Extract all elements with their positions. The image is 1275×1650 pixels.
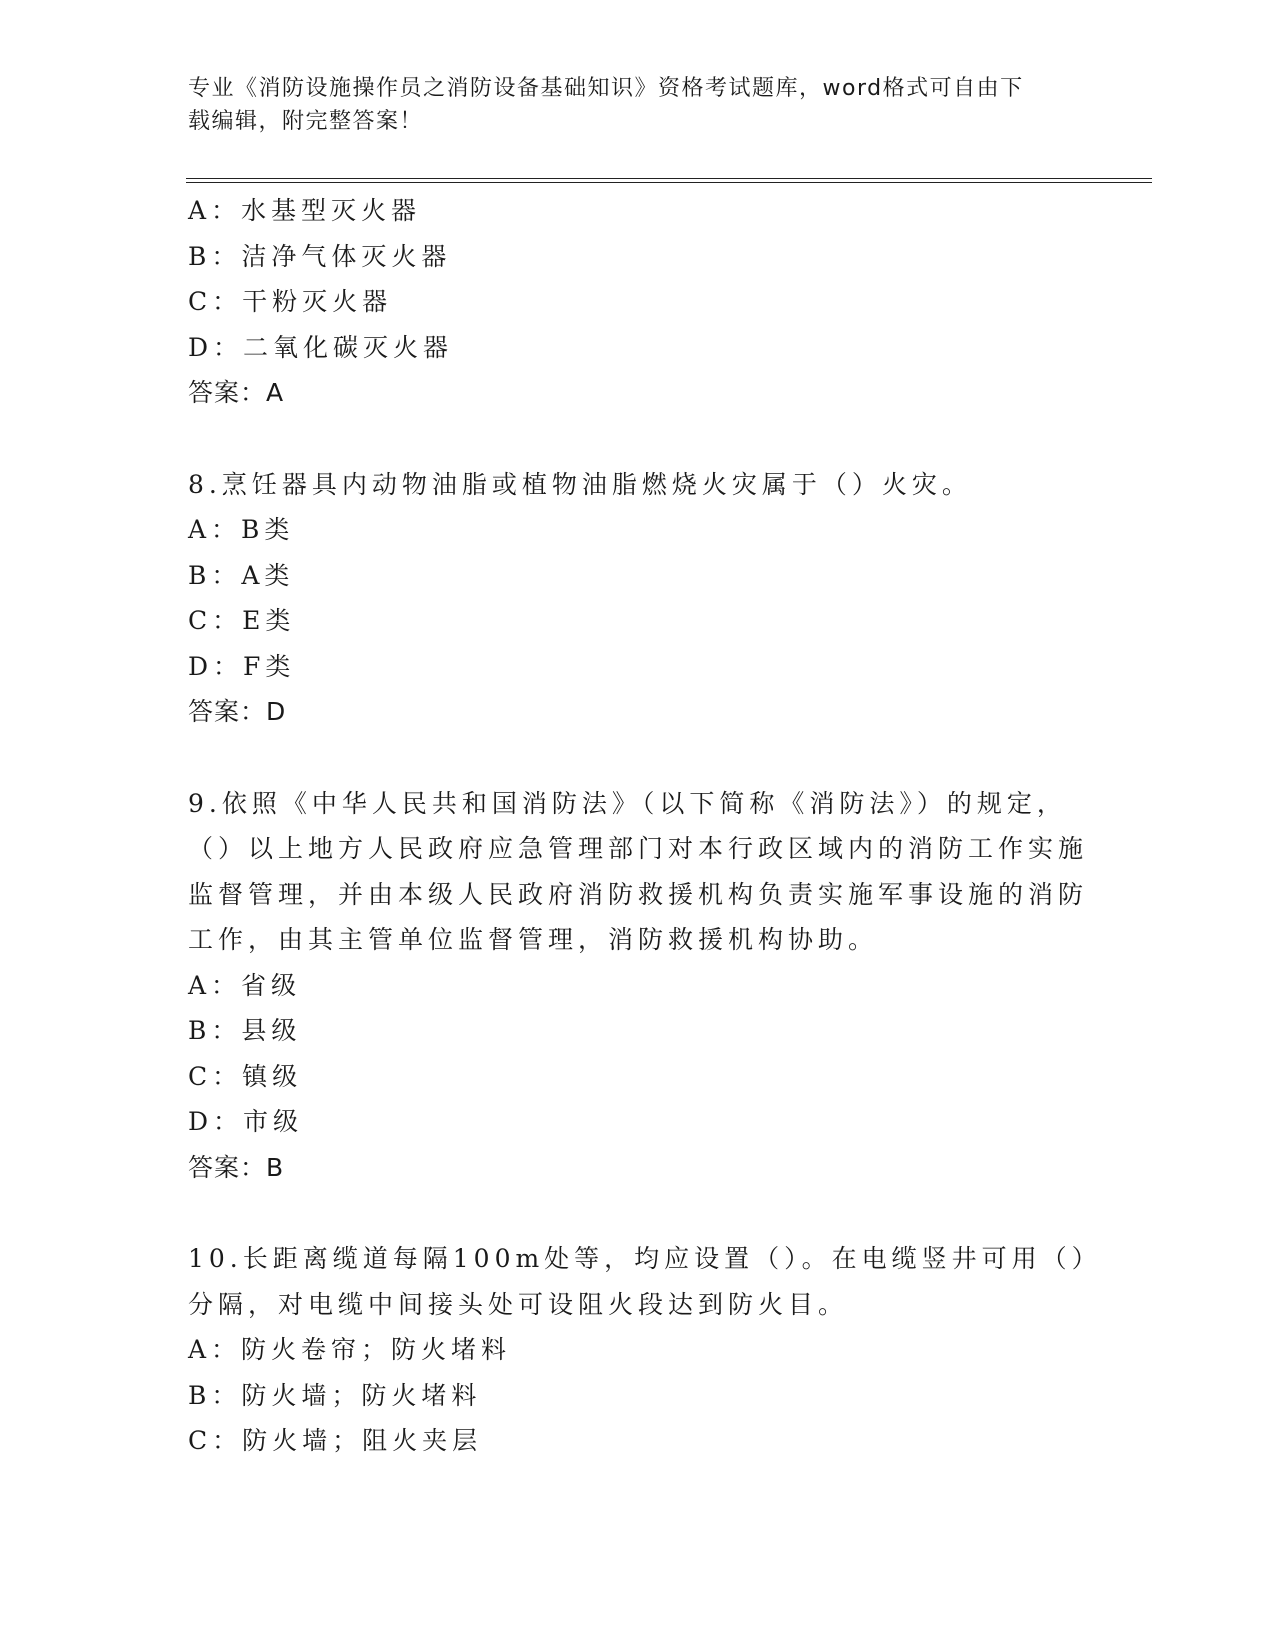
option-b: B：洁净气体灭火器 [188, 241, 452, 271]
question-text-line-1: 10.长距离缆道每隔100m处等，均应设置（）。在电缆竖井可用（） [188, 1244, 1102, 1273]
option-a: A：B类 [188, 515, 295, 544]
option-c: C：防火墙；阻火夹层 [188, 1426, 483, 1455]
option-b: B：防火墙；防火堵料 [188, 1380, 482, 1410]
question-10 [188, 1236, 1102, 1464]
question-8 [188, 462, 1088, 735]
option-b: B：A类 [188, 560, 295, 590]
question-text-line-4: 工作，由其主管单位监督管理，消防救援机构协助。 [188, 925, 879, 954]
header-divider-top [186, 178, 1152, 179]
spacer [188, 416, 1088, 462]
option-c: C：E类 [188, 606, 296, 635]
option-d: D：二氧化碳灭火器 [188, 332, 454, 362]
question-9 [188, 781, 1088, 1191]
question-list [188, 188, 1102, 1464]
answer: 答案：D [188, 697, 287, 726]
question-text-line-1: 9.依照《中华人民共和国消防法》（以下简称《消防法》）的规定， [188, 788, 1067, 818]
option-d: D：市级 [188, 1107, 304, 1136]
option-b: B：县级 [188, 1016, 302, 1045]
option-a: A：省级 [188, 970, 302, 1000]
question-text-line-2: （）以上地方人民政府应急管理部门对本行政区域内的消防工作实施 [188, 834, 1089, 863]
answer: 答案：B [188, 1152, 285, 1182]
option-a: A：防火卷帘；防火堵料 [188, 1335, 512, 1364]
question-text-line-2: 分隔，对电缆中间接头处可设阻火段达到防火目。 [188, 1289, 849, 1319]
header-line-2: 载编辑，附完整答案！ [188, 109, 424, 134]
option-d: D：F类 [188, 651, 296, 681]
option-c: C：镇级 [188, 1061, 303, 1091]
document-header [188, 72, 1068, 138]
question-7 [188, 188, 1088, 416]
question-text: 8.烹饪器具内动物油脂或植物油脂燃烧火灾属于（）火灾。 [188, 469, 972, 499]
spacer [188, 735, 1088, 781]
header-divider-bottom [186, 182, 1152, 183]
option-c: C：干粉灭火器 [188, 287, 393, 316]
answer: 答案：A [188, 378, 285, 407]
option-a: A：水基型灭火器 [188, 196, 422, 225]
spacer [188, 1190, 1088, 1236]
header-line-1: 专业《消防设施操作员之消防设备基础知识》资格考试题库，word格式可自由下 [188, 76, 1024, 101]
question-text-line-3: 监督管理，并由本级人民政府消防救援机构负责实施军事设施的消防 [188, 879, 1089, 909]
